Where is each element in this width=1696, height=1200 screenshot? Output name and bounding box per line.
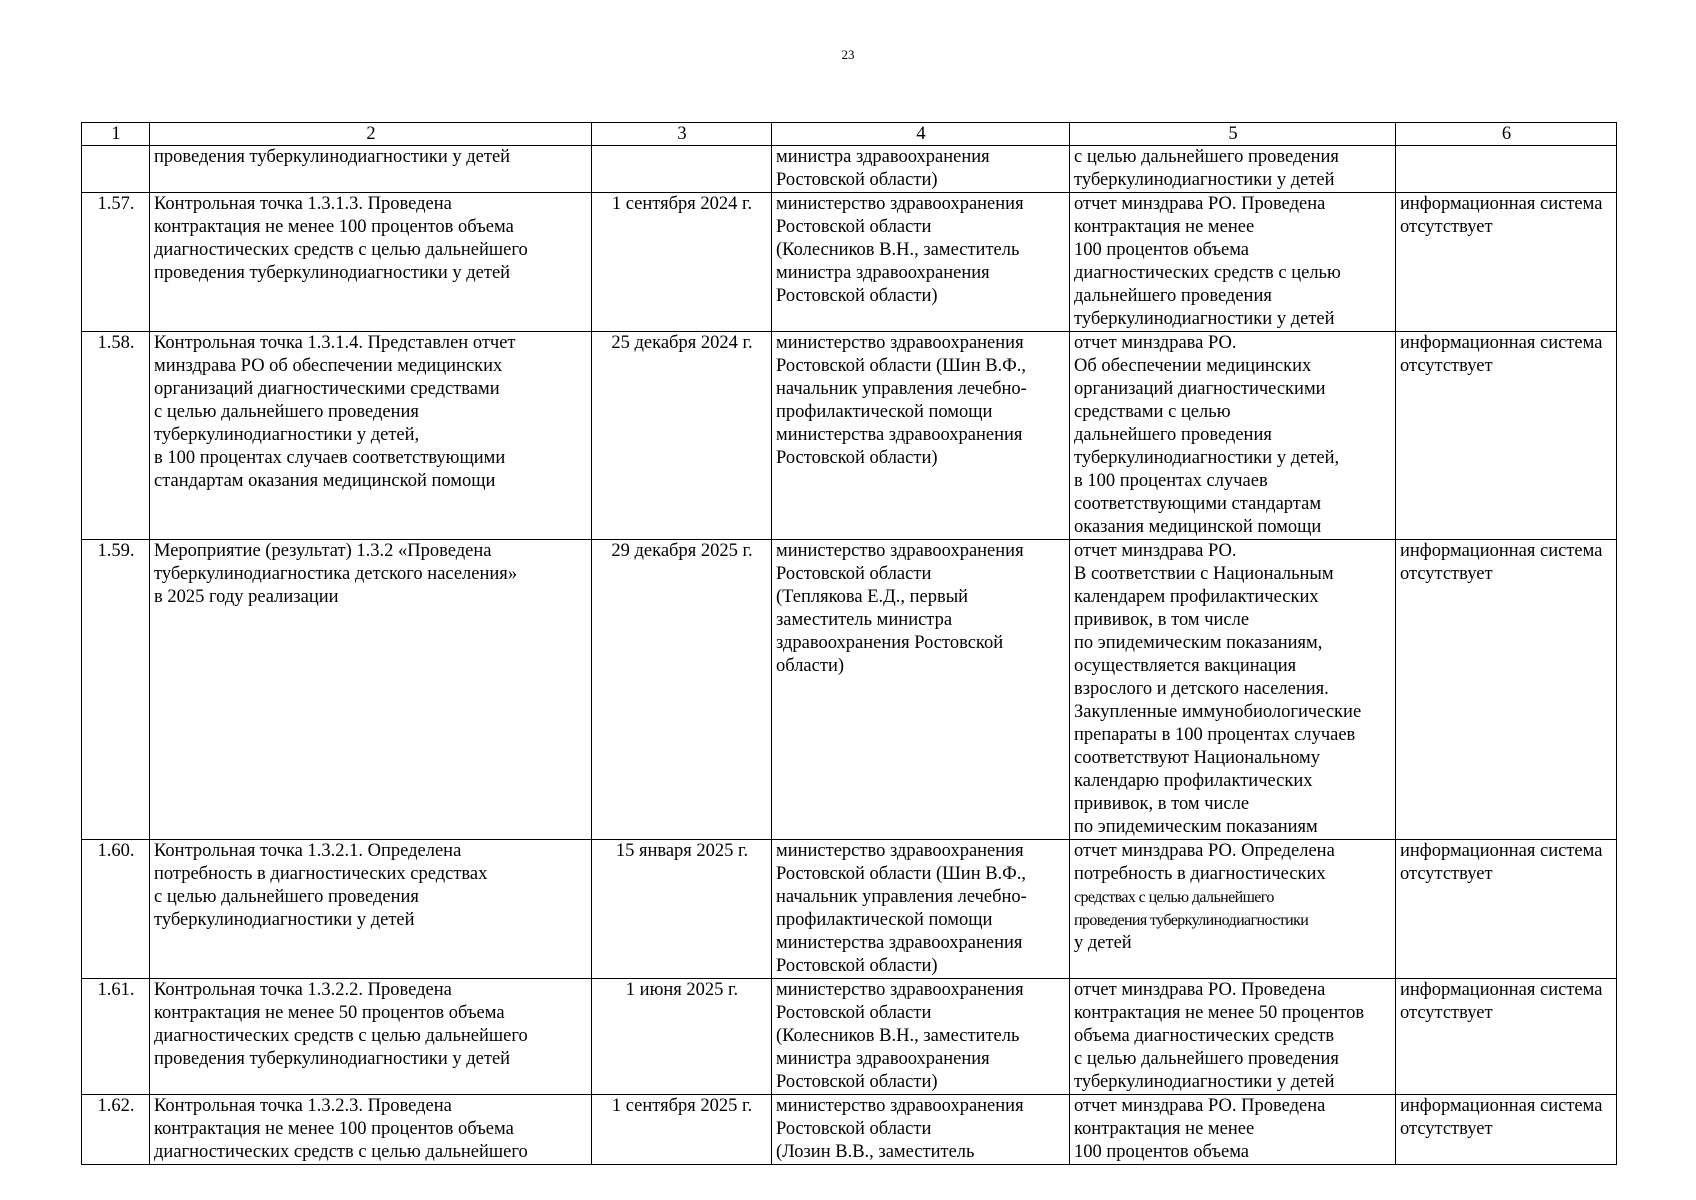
event-cell: Контрольная точка 1.3.2.3. Проведена контрактация не менее 100 процентов объема диагностических средств с целью дальнейшего	[150, 1095, 592, 1165]
event-cell: проведения туберкулинодиагностики у детей	[150, 146, 592, 193]
table-row	[82, 332, 1617, 540]
column-number-row	[82, 123, 1617, 146]
date-cell: 15 января 2025 г.	[592, 840, 772, 979]
result-cell: с целью дальнейшего проведения туберкулинодиагностики у детей	[1070, 146, 1396, 193]
event-cell: Контрольная точка 1.3.2.1. Определена потребность в диагностических средствах с целью дальнейшего проведения туберкулинодиагностики у детей	[150, 840, 592, 979]
result-text: у детей	[1074, 933, 1132, 953]
date-cell	[592, 146, 772, 193]
event-cell: Контрольная точка 1.3.2.2. Проведена контрактация не менее 50 процентов объема диагностических средств с целью дальнейшего проведения туберкулинодиагностики у детей	[150, 979, 592, 1095]
table-row	[82, 840, 1617, 979]
column-number: 6	[1396, 123, 1617, 146]
responsible-cell: министерство здравоохранения Ростовской области (Шин В.Ф., начальник управления лечебно- профилактической помощи министерства здравоохранения Ростовской области)	[772, 840, 1070, 979]
page-number: 23	[841, 47, 855, 62]
result-cell	[1070, 840, 1396, 979]
information-system-cell: информационная система отсутствует	[1396, 979, 1617, 1095]
row-number-cell: 1.60.	[82, 840, 150, 979]
table-row	[82, 540, 1617, 840]
column-number: 3	[592, 123, 772, 146]
event-cell: Контрольная точка 1.3.1.3. Проведена контрактация не менее 100 процентов объема диагностических средств с целью дальнейшего проведения туберкулинодиагностики у детей	[150, 193, 592, 332]
result-text: отчет минздрава РО. Определена потребность в диагностических	[1074, 841, 1335, 884]
table-row	[82, 979, 1617, 1095]
date-cell: 1 июня 2025 г.	[592, 979, 772, 1095]
column-number: 4	[772, 123, 1070, 146]
information-system-cell: информационная система отсутствует	[1396, 193, 1617, 332]
responsible-cell: министра здравоохранения Ростовской области)	[772, 146, 1070, 193]
information-system-cell: информационная система отсутствует	[1396, 840, 1617, 979]
date-cell: 1 сентября 2025 г.	[592, 1095, 772, 1165]
table-row	[82, 146, 1617, 193]
result-cell: отчет минздрава РО. Об обеспечении медицинских организаций диагностическими средствами с целью дальнейшего проведения туберкулинодиагностики у детей, в 100 процентах случаев соответствующими стандартам оказания медицинской помощи	[1070, 332, 1396, 540]
row-number-cell: 1.59.	[82, 540, 150, 840]
information-system-cell	[1396, 146, 1617, 193]
information-system-cell: информационная система отсутствует	[1396, 540, 1617, 840]
table-row	[82, 1095, 1617, 1165]
responsible-cell: министерство здравоохранения Ростовской области (Шин В.Ф., начальник управления лечебно- профилактической помощи министерства здравоохранения Ростовской области)	[772, 332, 1070, 540]
responsible-cell: министерство здравоохранения Ростовской области (Теплякова Е.Д., первый заместитель министра здравоохранения Ростовской области)	[772, 540, 1070, 840]
plan-table	[81, 122, 1617, 1165]
column-number: 2	[150, 123, 592, 146]
column-number: 1	[82, 123, 150, 146]
responsible-cell: министерство здравоохранения Ростовской области (Колесников В.Н., заместитель министра здравоохранения Ростовской области)	[772, 979, 1070, 1095]
information-system-cell: информационная система отсутствует	[1396, 1095, 1617, 1165]
date-cell: 1 сентября 2024 г.	[592, 193, 772, 332]
date-cell: 29 декабря 2025 г.	[592, 540, 772, 840]
event-cell: Контрольная точка 1.3.1.4. Представлен отчет минздрава РО об обеспечении медицинских организаций диагностическими средствами с целью дальнейшего проведения туберкулинодиагностики у детей, в 100 процентах случаев соответствующими стандартам оказания медицинской помощи	[150, 332, 592, 540]
event-cell: Мероприятие (результат) 1.3.2 «Проведена туберкулинодиагностика детского населения» в 2025 году реализации	[150, 540, 592, 840]
date-cell: 25 декабря 2024 г.	[592, 332, 772, 540]
result-cell: отчет минздрава РО. Проведена контрактация не менее 100 процентов объема	[1070, 1095, 1396, 1165]
responsible-cell: министерство здравоохранения Ростовской области (Лозин В.В., заместитель	[772, 1095, 1070, 1165]
information-system-cell: информационная система отсутствует	[1396, 332, 1617, 540]
table-row	[82, 193, 1617, 332]
result-cell: отчет минздрава РО. Проведена контрактация не менее 50 процентов объема диагностических средств с целью дальнейшего проведения туберкулинодиагностики у детей	[1070, 979, 1396, 1095]
row-number-cell: 1.62.	[82, 1095, 150, 1165]
row-number-cell: 1.57.	[82, 193, 150, 332]
result-condensed-text: средствах с целью дальнейшего проведения туберкулинодиагностики	[1074, 889, 1309, 929]
row-number-cell	[82, 146, 150, 193]
responsible-cell: министерство здравоохранения Ростовской области (Колесников В.Н., заместитель министра здравоохранения Ростовской области)	[772, 193, 1070, 332]
row-number-cell: 1.58.	[82, 332, 150, 540]
row-number-cell: 1.61.	[82, 979, 150, 1095]
column-number: 5	[1070, 123, 1396, 146]
result-cell: отчет минздрава РО. Проведена контрактация не менее 100 процентов объема диагностических средств с целью дальнейшего проведения туберкулинодиагностики у детей	[1070, 193, 1396, 332]
result-cell: отчет минздрава РО. В соответствии с Национальным календарем профилактических прививок, в том числе по эпидемическим показаниям, осуществляется вакцинация взрослого и детского населения. Закупленные иммунобиологические препараты в 100 процентах случаев соответствуют Национальному календарю профилактических прививок, в том числе по эпидемическим показаниям	[1070, 540, 1396, 840]
